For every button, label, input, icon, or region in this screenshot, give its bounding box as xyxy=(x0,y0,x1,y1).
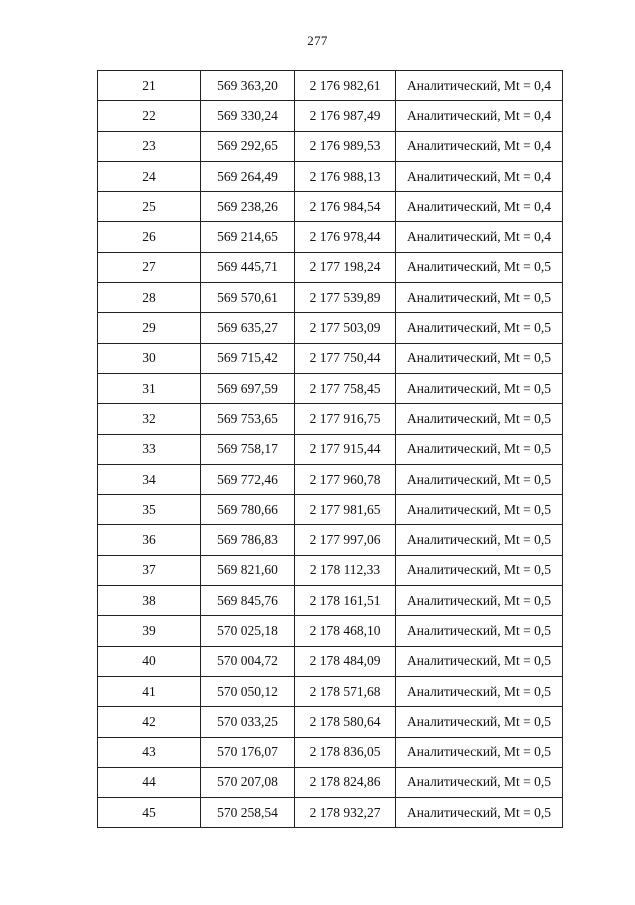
method-cell: Аналитический, Mt = 0,5 xyxy=(396,767,563,797)
method-cell: Аналитический, Mt = 0,5 xyxy=(396,616,563,646)
table-row xyxy=(98,495,563,525)
method-cell: Аналитический, Mt = 0,5 xyxy=(396,252,563,282)
x-coordinate-cell: 569 753,65 xyxy=(201,404,295,434)
x-coordinate-cell: 570 207,08 xyxy=(201,767,295,797)
table-row xyxy=(98,373,563,403)
table-row xyxy=(98,131,563,161)
method-cell: Аналитический, Mt = 0,5 xyxy=(396,525,563,555)
y-coordinate-cell: 2 177 960,78 xyxy=(295,464,396,494)
coordinates-table-body xyxy=(98,71,563,828)
method-cell: Аналитический, Mt = 0,5 xyxy=(396,707,563,737)
method-cell: Аналитический, Mt = 0,5 xyxy=(396,586,563,616)
table-row xyxy=(98,404,563,434)
x-coordinate-cell: 569 780,66 xyxy=(201,495,295,525)
y-coordinate-cell: 2 178 571,68 xyxy=(295,676,396,706)
point-number-cell: 24 xyxy=(98,161,201,191)
point-number-cell: 43 xyxy=(98,737,201,767)
y-coordinate-cell: 2 176 987,49 xyxy=(295,101,396,131)
method-cell: Аналитический, Mt = 0,4 xyxy=(396,101,563,131)
point-number-cell: 21 xyxy=(98,71,201,101)
x-coordinate-cell: 569 697,59 xyxy=(201,373,295,403)
table-row xyxy=(98,464,563,494)
y-coordinate-cell: 2 178 836,05 xyxy=(295,737,396,767)
method-cell: Аналитический, Mt = 0,5 xyxy=(396,404,563,434)
point-number-cell: 38 xyxy=(98,586,201,616)
y-coordinate-cell: 2 178 484,09 xyxy=(295,646,396,676)
y-coordinate-cell: 2 177 539,89 xyxy=(295,283,396,313)
method-cell: Аналитический, Mt = 0,5 xyxy=(396,737,563,767)
x-coordinate-cell: 570 258,54 xyxy=(201,798,295,828)
table-row xyxy=(98,101,563,131)
method-cell: Аналитический, Mt = 0,5 xyxy=(396,343,563,373)
x-coordinate-cell: 569 570,61 xyxy=(201,283,295,313)
point-number-cell: 36 xyxy=(98,525,201,555)
y-coordinate-cell: 2 178 161,51 xyxy=(295,586,396,616)
table-row xyxy=(98,161,563,191)
table-row xyxy=(98,71,563,101)
y-coordinate-cell: 2 177 916,75 xyxy=(295,404,396,434)
point-number-cell: 32 xyxy=(98,404,201,434)
x-coordinate-cell: 569 238,26 xyxy=(201,192,295,222)
x-coordinate-cell: 569 363,20 xyxy=(201,71,295,101)
point-number-cell: 45 xyxy=(98,798,201,828)
point-number-cell: 41 xyxy=(98,676,201,706)
table-row xyxy=(98,222,563,252)
x-coordinate-cell: 569 264,49 xyxy=(201,161,295,191)
coordinates-table xyxy=(97,70,563,828)
table-row xyxy=(98,767,563,797)
y-coordinate-cell: 2 177 997,06 xyxy=(295,525,396,555)
method-cell: Аналитический, Mt = 0,5 xyxy=(396,676,563,706)
table-row xyxy=(98,283,563,313)
y-coordinate-cell: 2 178 112,33 xyxy=(295,555,396,585)
x-coordinate-cell: 569 445,71 xyxy=(201,252,295,282)
page-number: 277 xyxy=(307,33,328,48)
method-cell: Аналитический, Mt = 0,5 xyxy=(396,495,563,525)
x-coordinate-cell: 569 292,65 xyxy=(201,131,295,161)
table-row xyxy=(98,737,563,767)
y-coordinate-cell: 2 176 989,53 xyxy=(295,131,396,161)
point-number-cell: 34 xyxy=(98,464,201,494)
method-cell: Аналитический, Mt = 0,5 xyxy=(396,646,563,676)
table-row xyxy=(98,707,563,737)
x-coordinate-cell: 569 821,60 xyxy=(201,555,295,585)
point-number-cell: 35 xyxy=(98,495,201,525)
table-row xyxy=(98,313,563,343)
method-cell: Аналитический, Mt = 0,5 xyxy=(396,313,563,343)
method-cell: Аналитический, Mt = 0,4 xyxy=(396,222,563,252)
x-coordinate-cell: 569 635,27 xyxy=(201,313,295,343)
point-number-cell: 28 xyxy=(98,283,201,313)
point-number-cell: 37 xyxy=(98,555,201,585)
point-number-cell: 31 xyxy=(98,373,201,403)
x-coordinate-cell: 570 050,12 xyxy=(201,676,295,706)
x-coordinate-cell: 570 004,72 xyxy=(201,646,295,676)
table-row xyxy=(98,525,563,555)
table-row xyxy=(98,252,563,282)
x-coordinate-cell: 570 176,07 xyxy=(201,737,295,767)
point-number-cell: 33 xyxy=(98,434,201,464)
x-coordinate-cell: 569 715,42 xyxy=(201,343,295,373)
y-coordinate-cell: 2 177 915,44 xyxy=(295,434,396,464)
point-number-cell: 30 xyxy=(98,343,201,373)
y-coordinate-cell: 2 178 580,64 xyxy=(295,707,396,737)
y-coordinate-cell: 2 178 824,86 xyxy=(295,767,396,797)
y-coordinate-cell: 2 178 932,27 xyxy=(295,798,396,828)
point-number-cell: 39 xyxy=(98,616,201,646)
point-number-cell: 29 xyxy=(98,313,201,343)
point-number-cell: 26 xyxy=(98,222,201,252)
table-row xyxy=(98,343,563,373)
method-cell: Аналитический, Mt = 0,4 xyxy=(396,131,563,161)
point-number-cell: 22 xyxy=(98,101,201,131)
table-row xyxy=(98,434,563,464)
table-row xyxy=(98,586,563,616)
method-cell: Аналитический, Mt = 0,4 xyxy=(396,161,563,191)
x-coordinate-cell: 569 214,65 xyxy=(201,222,295,252)
method-cell: Аналитический, Mt = 0,4 xyxy=(396,192,563,222)
point-number-cell: 27 xyxy=(98,252,201,282)
x-coordinate-cell: 569 758,17 xyxy=(201,434,295,464)
x-coordinate-cell: 569 845,76 xyxy=(201,586,295,616)
table-row xyxy=(98,555,563,585)
method-cell: Аналитический, Mt = 0,5 xyxy=(396,373,563,403)
point-number-cell: 42 xyxy=(98,707,201,737)
table-row xyxy=(98,676,563,706)
table-row xyxy=(98,646,563,676)
point-number-cell: 23 xyxy=(98,131,201,161)
y-coordinate-cell: 2 177 750,44 xyxy=(295,343,396,373)
x-coordinate-cell: 570 033,25 xyxy=(201,707,295,737)
y-coordinate-cell: 2 177 198,24 xyxy=(295,252,396,282)
y-coordinate-cell: 2 177 758,45 xyxy=(295,373,396,403)
y-coordinate-cell: 2 178 468,10 xyxy=(295,616,396,646)
y-coordinate-cell: 2 177 981,65 xyxy=(295,495,396,525)
method-cell: Аналитический, Mt = 0,5 xyxy=(396,464,563,494)
point-number-cell: 25 xyxy=(98,192,201,222)
method-cell: Аналитический, Mt = 0,5 xyxy=(396,798,563,828)
point-number-cell: 40 xyxy=(98,646,201,676)
x-coordinate-cell: 569 330,24 xyxy=(201,101,295,131)
x-coordinate-cell: 569 772,46 xyxy=(201,464,295,494)
method-cell: Аналитический, Mt = 0,5 xyxy=(396,283,563,313)
y-coordinate-cell: 2 176 978,44 xyxy=(295,222,396,252)
method-cell: Аналитический, Mt = 0,5 xyxy=(396,555,563,585)
method-cell: Аналитический, Mt = 0,5 xyxy=(396,434,563,464)
y-coordinate-cell: 2 176 988,13 xyxy=(295,161,396,191)
table-row xyxy=(98,616,563,646)
method-cell: Аналитический, Mt = 0,4 xyxy=(396,71,563,101)
y-coordinate-cell: 2 177 503,09 xyxy=(295,313,396,343)
y-coordinate-cell: 2 176 982,61 xyxy=(295,71,396,101)
y-coordinate-cell: 2 176 984,54 xyxy=(295,192,396,222)
x-coordinate-cell: 569 786,83 xyxy=(201,525,295,555)
table-row xyxy=(98,798,563,828)
x-coordinate-cell: 570 025,18 xyxy=(201,616,295,646)
table-row xyxy=(98,192,563,222)
point-number-cell: 44 xyxy=(98,767,201,797)
